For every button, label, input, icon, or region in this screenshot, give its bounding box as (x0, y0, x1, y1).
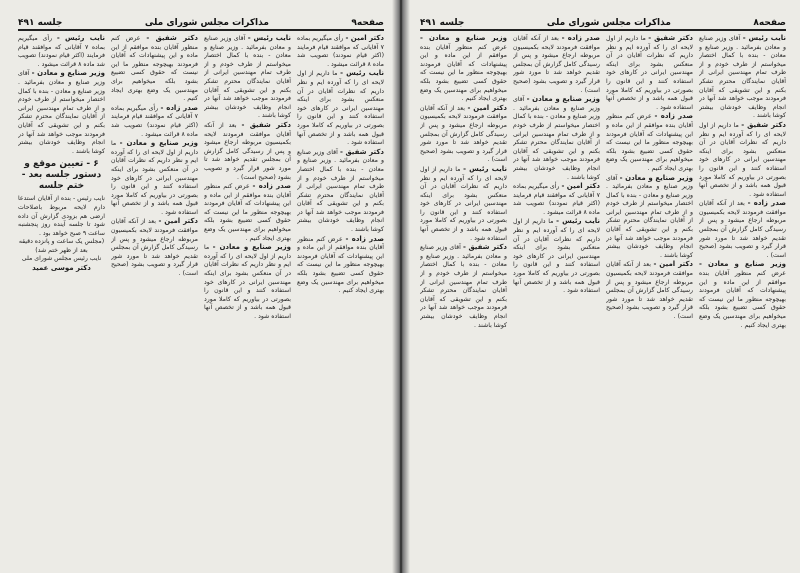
paragraph (606, 174, 693, 261)
paragraph (297, 34, 384, 69)
speaker-label: نایب رئیس - (340, 69, 384, 78)
paragraph (111, 34, 198, 104)
header-rule (18, 29, 384, 31)
speaker-label: دکتر امین - (467, 103, 507, 112)
publication-title: مذاکرات مجلس شورای ملی (144, 18, 269, 28)
speaker-label: وزیر صنایع و معادن - (420, 34, 507, 42)
paragraph-text: عرض کنم منظور آقایان بنده موافقم از این ماده و این پیشنهادات که آقایان فرمودند بهیچوجه منظور ما این نیست که حقوق کسی تضییع بشود بلکه میخواهیم برای مهندسین یک وضع بهتری ایجاد کنیم . (204, 183, 291, 242)
speaker-label: نایب رئیس - (247, 34, 291, 42)
paragraph (111, 217, 198, 278)
speaker-label: دکتر شفیق - (462, 243, 507, 252)
paragraph (297, 148, 384, 235)
paragraph-text: رأی میگیریم بماده ۷ آقایانی که موافقند قیام فرمایند (اکثر قیام نمودند) تصویب شد ماده ۸ قرائت میشود . (297, 35, 384, 68)
speaker-label: نایب رئیس - (742, 34, 786, 42)
text-column (111, 34, 198, 565)
paragraph (297, 235, 384, 296)
paragraph-text: ما داریم از اول لایحه ای را که آورده ایم و نظر داریم که نظرات آقایان در آن منعکس بشود برای اینکه مهندسین ایرانی در کارهای خود استفاده کنند و این قانون را بصورتی در بیاوریم که کاملا مورد قبول همه باشد و از تخصص آنها استفاده شود . (420, 165, 507, 242)
paragraph-text: ما داریم از اول لایحه ای را که آورده ایم و نظر داریم که نظرات آقایان در آن منعکس بشود برای اینکه مهندسین ایرانی در کارهای خود استفاده کنند و این قانون را بصورتی در بیاوریم که کاملا مورد قبول همه باشد و از تخصص آنها استفاده شود . (699, 121, 786, 198)
speaker-label: نایب رئیس - (56, 34, 105, 42)
paragraph-text: بعد از آنکه آقایان موافقت فرمودند لایحه بکمیسیون مربوطه ارجاع میشود و پس از رسیدگی کامل گزارش آن بمجلس تقدیم خواهد شد تا مورد شور قرار گیرد و تصویب بشود (صحیح است) . (606, 261, 693, 320)
speaker-label: وزیر صنایع و معادن - (619, 173, 693, 182)
paragraph (204, 121, 291, 182)
paragraph (111, 104, 198, 139)
paragraph-text: بعد از آنکه آقایان موافقت فرمودند لایحه بکمیسیون مربوطه ارجاع میشود و پس از رسیدگی کامل گزارش آن بمجلس تقدیم خواهد شد تا مورد شور قرار گیرد و تصویب بشود (صحیح است) . (420, 104, 507, 164)
speaker-label: وزیر صنایع و معادن - (526, 95, 600, 104)
text-column-closing (18, 34, 105, 565)
text-column (297, 34, 384, 565)
paragraph: رأی میگیریم بماده ۷ آقایانی که موافقند قیام فرمایند (اکثر قیام نمودند) تصویب شد ماده ۸ قرائت میشود . (18, 35, 105, 68)
speaker-label: وزیر صنایع و معادن - (119, 139, 198, 148)
text-column (699, 34, 786, 565)
paragraph (420, 104, 507, 165)
paragraph-text: آقای وزیر صنایع و معادن بفرمائید . وزیر صنایع و معادن - بنده با کمال اختصار میخواستم از طرف خودم و از طرف تمام مهندسین ایرانی از آقایان نمایندگان محترم تشکر بکنم و این تشویقی که آقایان فرمودند موجب خواهد شد آنها در انجام وظایف خودشان بیشتر کوشا باشند . (606, 174, 693, 259)
paragraph-text: آقای وزیر صنایع و معادن بفرمائید . وزیر صنایع و معادن - بنده با کمال اختصار میخواستم از طرف خودم و از طرف تمام مهندسین ایرانی از آقایان نمایندگان محترم تشکر بکنم و این تشویقی که آقایان فرمودند موجب خواهد شد آنها در انجام وظایف خودشان بیشتر کوشا باشند . (297, 148, 384, 234)
speaker-label: دکتر شفیق - (339, 147, 384, 156)
paragraph (699, 34, 786, 121)
text-column (513, 34, 600, 565)
speaker-label: دکتر امین - (653, 260, 693, 269)
paragraph (204, 34, 291, 121)
paragraph (513, 217, 600, 295)
adjournment-note: (مجلس یک ساعت و پانزده دقیقه بعد از ظهر ختم شد) (18, 238, 105, 254)
speaker-label: وزیر صنایع و معادن - (31, 69, 105, 78)
paragraph (606, 34, 693, 112)
speaker-label: صدر زاده - (345, 234, 384, 243)
paragraph (513, 34, 600, 95)
paragraph (420, 34, 507, 104)
page-number: صفحه۸ (753, 18, 786, 28)
paragraph (699, 199, 786, 260)
paragraph-text: عرض کنم منظور آقایان بنده موافقم از این ماده و این پیشنهادات که آقایان فرمودند بهیچوجه منظور ما این نیست که حقوق کسی تضییع بشود بلکه میخواهیم برای مهندسین یک وضع بهتری ایجاد کنیم . (420, 43, 507, 103)
paragraph (606, 260, 693, 321)
paragraph (204, 243, 291, 321)
paragraph-text: عرض کنم منظور آقایان بنده موافقم از این ماده و این پیشنهادات که آقایان فرمودند بهیچوجه منظور ما این نیست که حقوق کسی تضییع بشود بلکه میخواهیم برای مهندسین یک وضع بهتری ایجاد کنیم . (606, 113, 693, 172)
paragraph-text: آقای وزیر صنایع و معادن بفرمائید . وزیر صنایع و معادن - بنده با کمال اختصار میخواستم از طرف خودم و از طرف تمام مهندسین ایرانی از آقایان نمایندگان محترم تشکر بکنم و این تشویقی که آقایان فرمودند موجب خواهد شد آنها در انجام وظایف خودشان بیشتر کوشا باشند . (513, 96, 600, 181)
right-page (402, 0, 800, 573)
speaker-label: دکتر شفیق - (741, 120, 786, 129)
paragraph-text: عرض کنم منظور آقایان بنده موافقم از این ماده و این پیشنهادات که آقایان فرمودند بهیچوجه منظور ما این نیست که حقوق کسی تضییع بشود بلکه میخواهیم برای مهندسین یک وضع بهتری ایجاد کنیم . (699, 270, 786, 329)
text-columns (18, 34, 384, 565)
paragraph-text: بعد از آنکه آقایان موافقت فرمودند لایحه بکمیسیون مربوطه ارجاع میشود و پس از رسیدگی کامل گزارش آن بمجلس تقدیم خواهد شد تا مورد شور قرار گیرد و تصویب بشود (صحیح است) . (111, 218, 198, 278)
speaker-label: صدر زاده - (561, 34, 600, 42)
paragraph-text: ما داریم از اول لایحه ای را که آورده ایم و نظر داریم که نظرات آقایان در آن منعکس بشود برای اینکه مهندسین ایرانی در کارهای خود استفاده کنند و این قانون را بصورتی در بیاوریم که کاملا مورد قبول همه باشد و از تخصص آنها استفاده شود . (513, 218, 600, 295)
paragraph-text: ما داریم از اول لایحه ای را که آورده ایم و نظر داریم که نظرات آقایان در آن منعکس بشود برای اینکه مهندسین ایرانی در کارهای خود استفاده کنند و این قانون را بصورتی در بیاوریم که کاملا مورد قبول همه باشد و از تخصص آنها استفاده شود . (606, 35, 693, 111)
paragraph (699, 121, 786, 199)
speaker-label: دکتر امین - (561, 182, 600, 191)
speaker-label: وزیر صنایع و معادن - (699, 260, 786, 269)
page-number: صفحه۹ (351, 18, 384, 28)
page-header (18, 14, 384, 28)
paragraph-text: آقای وزیر صنایع و معادن بفرمائید . وزیر صنایع و معادن - بنده با کمال اختصار میخواستم از طرف خودم و از طرف تمام مهندسین ایرانی از آقایان نمایندگان محترم تشکر بکنم و این تشویقی که آقایان فرمودند موجب خواهد شد آنها در انجام وظایف خودشان بیشتر کوشا باشند . (699, 35, 786, 120)
paragraph-text: بعد از آنکه آقایان موافقت فرمودند لایحه بکمیسیون مربوطه ارجاع میشود و پس از رسیدگی کامل گزارش آن بمجلس تقدیم خواهد شد تا مورد شور قرار گیرد و تصویب بشود (صحیح است) . (204, 121, 291, 181)
paragraph-text: ما داریم از اول لایحه ای را که آورده ایم و نظر داریم که نظرات آقایان در آن منعکس بشود برای اینکه مهندسین ایرانی در کارهای خود استفاده کنند و این قانون را بصورتی در بیاوریم که کاملا مورد قبول همه باشد و از تخصص آنها استفاده شود . (297, 70, 384, 147)
paragraph-text: رأی میگیریم بماده ۷ آقایانی که موافقند قیام فرمایند (اکثر قیام نمودند) تصویب شد ماده ۸ قرائت میشود . (513, 183, 600, 216)
speaker-label: دکتر شفیق - (241, 120, 291, 129)
paragraph-text: ما داریم از اول لایحه ای را که آورده ایم و نظر داریم که نظرات آقایان در آن منعکس بشود برای اینکه مهندسین ایرانی در کارهای خود استفاده کنند و این قانون را بصورتی در بیاوریم که کاملا مورد قبول همه باشد و از تخصص آنها استفاده شود . (111, 140, 198, 216)
page-header (420, 14, 786, 28)
speaker-label: وزیر صنایع و معادن - (212, 243, 291, 252)
text-column (204, 34, 291, 565)
paragraph (204, 182, 291, 243)
speaker-label: دکتر شفیق - (146, 34, 198, 42)
paragraph-text: بعد از آنکه آقایان موافقت فرمودند لایحه بکمیسیون مربوطه ارجاع میشود و پس از رسیدگی کامل گزارش آن بمجلس تقدیم خواهد شد تا مورد شور قرار گیرد و تصویب بشود (صحیح است) . (699, 200, 786, 259)
speaker-label: صدر زاده - (747, 199, 786, 208)
signature-title: نایب رئیس مجلس شورای ملی (21, 255, 102, 263)
text-column (420, 34, 507, 565)
speaker-label: دکتر امین - (345, 34, 384, 42)
paragraph-text: عرض کنم منظور آقایان بنده موافقم از این ماده و این پیشنهادات که آقایان فرمودند بهیچوجه منظور ما این نیست که حقوق کسی تضییع بشود بلکه میخواهیم برای مهندسین یک وضع بهتری ایجاد کنیم . (297, 235, 384, 295)
closing-text: نایب رئیس - بنده از آقایان استدعا دارم لایحه مربوط باصلاحات ارضی هم بزودی گزارش آن داده شود تا جلسه آینده روز پنجشنبه ساعت ۹ صبح خواهد بود . (18, 195, 105, 237)
header-rule (420, 29, 786, 31)
paragraph-text: آقای وزیر صنایع و معادن بفرمائید . وزیر صنایع و معادن - بنده با کمال اختصار میخواستم از طرف خودم و از طرف تمام مهندسین ایرانی از آقایان نمایندگان محترم تشکر بکنم و این تشویقی که آقایان فرمودند موجب خواهد شد آنها در انجام وظایف خودشان بیشتر کوشا باشند . (204, 35, 291, 120)
paragraph-text: آقای وزیر صنایع و معادن بفرمائید . وزیر صنایع و معادن - بنده با کمال اختصار میخواستم از طرف خودم و از طرف تمام مهندسین ایرانی از آقایان نمایندگان محترم تشکر بکنم و این تشویقی که آقایان فرمودند موجب خواهد شد آنها در انجام وظایف خودشان بیشتر کوشا باشند . (420, 244, 507, 329)
speaker-label: دکتر شفیق - (648, 34, 693, 42)
paragraph (420, 243, 507, 330)
paragraph: آقای وزیر صنایع و معادن بفرمائید . وزیر صنایع و معادن - بنده با کمال اختصار میخواستم از طرف خودم و از طرف تمام مهندسین ایرانی از آقایان نمایندگان محترم تشکر بکنم و این تشویقی که آقایان فرمودند موجب خواهد شد آنها در انجام وظایف خودشان بیشتر کوشا باشند . (18, 70, 105, 155)
section-heading: ۶ - تعیین موقع و دستور جلسه بعد - ختم جلسه (21, 159, 102, 192)
text-columns (420, 34, 786, 565)
paragraph-text: ما داریم از اول لایحه ای را که آورده ایم و نظر داریم که نظرات آقایان در آن منعکس بشود برای اینکه مهندسین ایرانی در کارهای خود استفاده کنند و این قانون را بصورتی در بیاوریم که کاملا مورد قبول همه باشد و از تخصص آنها استفاده شود . (204, 244, 291, 320)
speaker-label: صدر زاده - (252, 182, 291, 191)
paragraph (699, 260, 786, 330)
paragraph-text: عرض کنم منظور آقایان بنده موافقم از این ماده و این پیشنهادات که آقایان فرمودند بهیچوجه منظور ما این نیست که حقوق کسی تضییع بشود بلکه میخواهیم برای مهندسین یک وضع بهتری ایجاد کنیم . (111, 35, 198, 103)
paragraph (297, 69, 384, 147)
signature-name: دکتر موسی عمید (32, 264, 91, 273)
speaker-label: صدر زاده - (654, 112, 693, 121)
speaker-label: نایب رئیس - (556, 217, 600, 226)
speaker-label: دکتر امین - (158, 217, 198, 226)
text-column (606, 34, 693, 565)
paragraph (111, 139, 198, 217)
session-number: جلسه ۴۹۱ (420, 18, 465, 28)
paragraph (420, 165, 507, 243)
book-gutter (392, 0, 410, 573)
speaker-label: نایب رئیس - (463, 164, 507, 173)
speaker-label: صدر زاده - (160, 103, 198, 112)
publication-title: مذاکرات مجلس شورای ملی (546, 18, 671, 28)
paragraph-text: رأی میگیریم بماده ۷ آقایانی که موافقند قیام فرمایند (اکثر قیام نمودند) تصویب شد ماده ۸ قرائت میشود . (111, 104, 198, 138)
session-number: جلسه ۴۹۱ (18, 18, 63, 28)
paragraph (513, 182, 600, 217)
paragraph (606, 112, 693, 173)
paragraph (513, 95, 600, 182)
paragraph-text: بعد از آنکه آقایان موافقت فرمودند لایحه بکمیسیون مربوطه ارجاع میشود و پس از رسیدگی کامل گزارش آن بمجلس تقدیم خواهد شد تا مورد شور قرار گیرد و تصویب بشود (صحیح است) . (513, 35, 600, 94)
left-page (0, 0, 398, 573)
